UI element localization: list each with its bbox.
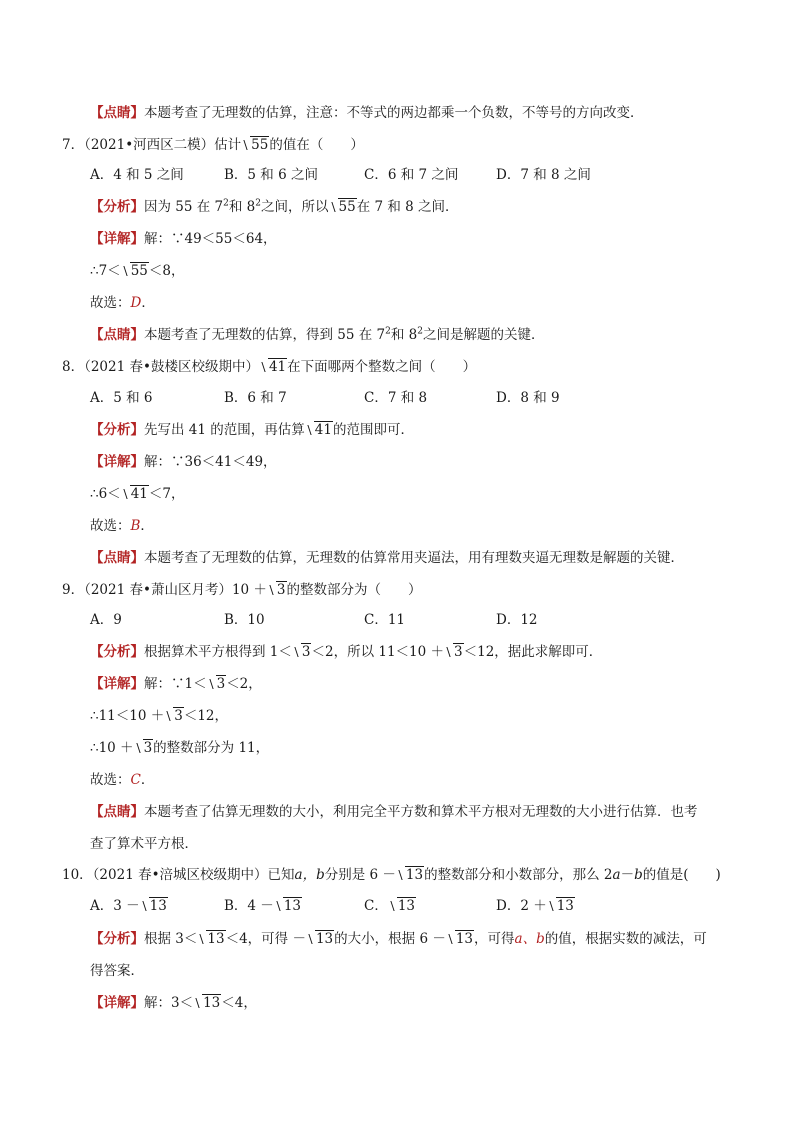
radicand: 41 xyxy=(314,422,332,438)
sqrt-symbol xyxy=(275,897,302,915)
text: ∴6＜ xyxy=(90,486,121,502)
q8-detail-2 xyxy=(90,485,184,503)
text: 本题考查了无理数的估算，无理数的估算常用夹逼法，用有理数夹逼无理数是解题的关键． xyxy=(144,550,684,566)
text: 本题考查了无理数的估算，得到 55 在 7 xyxy=(144,327,386,343)
radicand: 55 xyxy=(338,199,356,215)
radicand: 3 xyxy=(143,740,153,756)
q7-option-b: B．5 和 6 之间 xyxy=(224,167,318,183)
text: 之间，所以 xyxy=(261,199,329,215)
q8-option-c: C．7 和 8 xyxy=(364,390,428,406)
q8-option-a: A．5 和 6 xyxy=(90,390,153,406)
analysis-tag: 【分析】 xyxy=(90,422,144,438)
q7-question xyxy=(62,136,364,154)
sqrt-symbol xyxy=(194,994,221,1012)
sqrt-symbol xyxy=(293,643,312,661)
text: ∴11＜10 ＋ xyxy=(90,708,165,724)
q8-head: 8．（2021 春•鼓楼区校级期中） xyxy=(62,359,259,375)
q9-detail-2 xyxy=(90,707,228,725)
q9-tip-2: 查了算术平方根． xyxy=(90,836,198,852)
text: ，可得 xyxy=(474,931,515,947)
text: 的值，根据实数的减法，可 xyxy=(544,931,707,947)
sqrt-symbol xyxy=(306,421,333,439)
exponent: 2 xyxy=(385,326,391,337)
radicand: 13 xyxy=(315,931,334,947)
text: ． xyxy=(140,518,154,534)
sqrt-symbol xyxy=(447,930,474,948)
q8-option-b: B．6 和 7 xyxy=(224,390,287,406)
q7-detail-1 xyxy=(90,230,277,248)
q9-option-d: D．12 xyxy=(496,612,538,628)
text: 根据算术平方根得到 1＜ xyxy=(144,644,292,660)
q8-question xyxy=(62,358,476,376)
detail-tag: 【详解】 xyxy=(90,231,144,247)
text: ． xyxy=(141,295,155,311)
text: D．2 ＋ xyxy=(496,898,547,914)
detail-tag: 【详解】 xyxy=(90,454,144,470)
text: － xyxy=(620,867,635,883)
text: 因为 55 在 7 xyxy=(144,199,224,215)
q7-tail: 的值在（ ） xyxy=(269,137,364,153)
text: ＜4， xyxy=(221,995,257,1011)
text: 解：∵36＜41＜49， xyxy=(144,454,277,470)
tip-tag: 【点睛】 xyxy=(90,105,144,121)
tip-tag: 【点睛】 xyxy=(90,804,144,820)
answer-letter: B xyxy=(130,518,141,534)
q9-question xyxy=(62,581,422,599)
q8-tip xyxy=(90,549,684,567)
q6-tip xyxy=(90,104,644,122)
analysis-tag: 【分析】 xyxy=(90,931,144,947)
radicand: 13 xyxy=(405,867,424,883)
q9-detail-1 xyxy=(90,675,262,693)
q9-analysis xyxy=(90,643,602,661)
answer-letter: D xyxy=(130,295,142,311)
sqrt-symbol xyxy=(141,897,168,915)
q7-detail-2 xyxy=(90,262,184,280)
sqrt-symbol xyxy=(242,136,269,154)
q7-option-d: D．7 和 8 之间 xyxy=(496,167,591,183)
radicand: 3 xyxy=(216,676,226,692)
radicand: 13 xyxy=(455,931,474,947)
radicand: 13 xyxy=(203,995,221,1011)
text: 的整数部分和小数部分，那么 2 xyxy=(424,867,613,883)
q10-option-a xyxy=(90,897,168,915)
q7-tip xyxy=(90,326,545,344)
radicand: 13 xyxy=(397,898,416,914)
exponent: 2 xyxy=(223,198,229,209)
q10-question xyxy=(62,866,721,884)
tip-tag: 【点睛】 xyxy=(90,327,144,343)
text: ＜8， xyxy=(148,263,185,279)
q7-option-c: C．6 和 7 之间 xyxy=(364,167,459,183)
text: 10．（2021 春•涪城区校级期中）已知 xyxy=(62,867,295,883)
sqrt-symbol xyxy=(165,707,184,725)
sqrt-symbol xyxy=(307,930,334,948)
q10-detail-1 xyxy=(90,994,257,1012)
q7-analysis xyxy=(90,198,459,216)
detail-tag: 【详解】 xyxy=(90,995,144,1011)
radicand: 3 xyxy=(454,644,463,660)
sqrt-symbol xyxy=(445,643,464,661)
q9-option-a: A．9 xyxy=(90,612,122,628)
text: 解：∵1＜ xyxy=(144,676,207,692)
q10-analysis-2: 得答案． xyxy=(90,963,144,979)
text: 的范围即可． xyxy=(332,422,414,438)
radicand: 13 xyxy=(207,931,225,947)
text: 故选： xyxy=(90,518,131,534)
sqrt-symbol xyxy=(548,897,575,915)
radicand: 13 xyxy=(556,898,574,914)
answer-letter: C xyxy=(130,772,141,788)
q9-tail: 的整数部分为（ ） xyxy=(286,582,422,598)
radicand: 41 xyxy=(268,359,287,375)
sqrt-symbol xyxy=(135,739,154,757)
q7-answer xyxy=(90,294,155,312)
text: 的整数部分为 11， xyxy=(153,740,270,756)
q9-head: 9．（2021 春•萧山区月考）10 ＋ xyxy=(62,582,267,598)
sqrt-symbol xyxy=(268,581,287,599)
q9-detail-3 xyxy=(90,739,269,757)
text: A．3 － xyxy=(90,898,140,914)
tip-tag: 【点睛】 xyxy=(90,550,144,566)
text: 故选： xyxy=(90,772,131,788)
text: 先写出 41 的范围，再估算 xyxy=(144,422,305,438)
q9-answer xyxy=(90,771,154,789)
text: 和 8 xyxy=(390,327,418,343)
radicand: 55 xyxy=(130,263,148,279)
q8-option-d: D．8 和 9 xyxy=(496,390,560,406)
analysis-tag: 【分析】 xyxy=(90,644,144,660)
text: 的大小，根据 6 － xyxy=(334,931,446,947)
sqrt-symbol xyxy=(260,358,287,376)
radicand: 55 xyxy=(251,137,269,153)
radicand: 3 xyxy=(174,708,183,724)
text: ＜2， xyxy=(226,676,262,692)
q8-answer xyxy=(90,517,154,535)
variables: a，b xyxy=(294,867,325,883)
q10-option-b xyxy=(224,897,302,915)
text: 在 7 和 8 之间． xyxy=(356,199,459,215)
text: ． xyxy=(140,772,155,788)
text: ＜12，据此求解即可． xyxy=(463,644,603,660)
text: ＜7， xyxy=(148,486,185,502)
q10-option-d xyxy=(496,897,575,915)
sqrt-symbol xyxy=(330,198,357,216)
text: 解：∵49＜55＜64， xyxy=(144,231,277,247)
q8-tail: 在下面哪两个整数之间（ ） xyxy=(287,359,477,375)
exponent: 2 xyxy=(255,198,262,209)
variables: a、b xyxy=(514,931,545,947)
q9-option-c: C．11 xyxy=(364,612,406,628)
text: ∴10 ＋ xyxy=(90,740,134,756)
text: 本题考查了估算无理数的大小，利用完全平方数和算术平方根对无理数的大小进行估算．也考 xyxy=(144,804,698,820)
radicand: 13 xyxy=(149,898,167,914)
detail-tag: 【详解】 xyxy=(90,676,144,692)
text: 和 8 xyxy=(228,199,256,215)
sqrt-symbol xyxy=(397,866,424,884)
q10-option-c xyxy=(364,897,416,915)
q8-analysis xyxy=(90,421,414,439)
q7-option-a: A．4 和 5 之间 xyxy=(90,167,184,183)
text: 的值是( ) xyxy=(642,867,721,883)
q7-head: 7．（2021•河西区二模）估计 xyxy=(62,137,242,153)
sqrt-symbol xyxy=(122,485,149,503)
q9-tip-1 xyxy=(90,803,698,821)
text: 故选： xyxy=(90,295,131,311)
exponent: 2 xyxy=(417,326,424,337)
variable: b xyxy=(634,867,643,883)
sqrt-symbol xyxy=(389,897,416,915)
text: ∴7＜ xyxy=(90,263,121,279)
text: ＜2，所以 11＜10 ＋ xyxy=(311,644,445,660)
text: ＜4，可得 － xyxy=(225,931,306,947)
text: C． xyxy=(364,898,388,914)
text: 解：3＜ xyxy=(144,995,194,1011)
q8-detail-1 xyxy=(90,453,277,471)
text: B．4 － xyxy=(224,898,274,914)
text: 之间是解题的关键． xyxy=(423,327,545,343)
text: 根据 3＜ xyxy=(144,931,198,947)
sqrt-symbol xyxy=(208,675,227,693)
q10-analysis-1 xyxy=(90,930,707,948)
radicand: 3 xyxy=(276,582,286,598)
sqrt-symbol xyxy=(198,930,225,948)
analysis-tag: 【分析】 xyxy=(90,199,144,215)
text: ＜12， xyxy=(183,708,229,724)
radicand: 13 xyxy=(283,898,301,914)
radicand: 3 xyxy=(301,644,311,660)
radicand: 41 xyxy=(130,486,148,502)
text: 分别是 6 － xyxy=(324,867,396,883)
tip-text: 本题考查了无理数的估算，注意：不等式的两边都乘一个负数，不等号的方向改变． xyxy=(144,105,644,121)
sqrt-symbol xyxy=(122,262,149,280)
variable: a xyxy=(612,867,621,883)
q9-option-b: B．10 xyxy=(224,612,265,628)
